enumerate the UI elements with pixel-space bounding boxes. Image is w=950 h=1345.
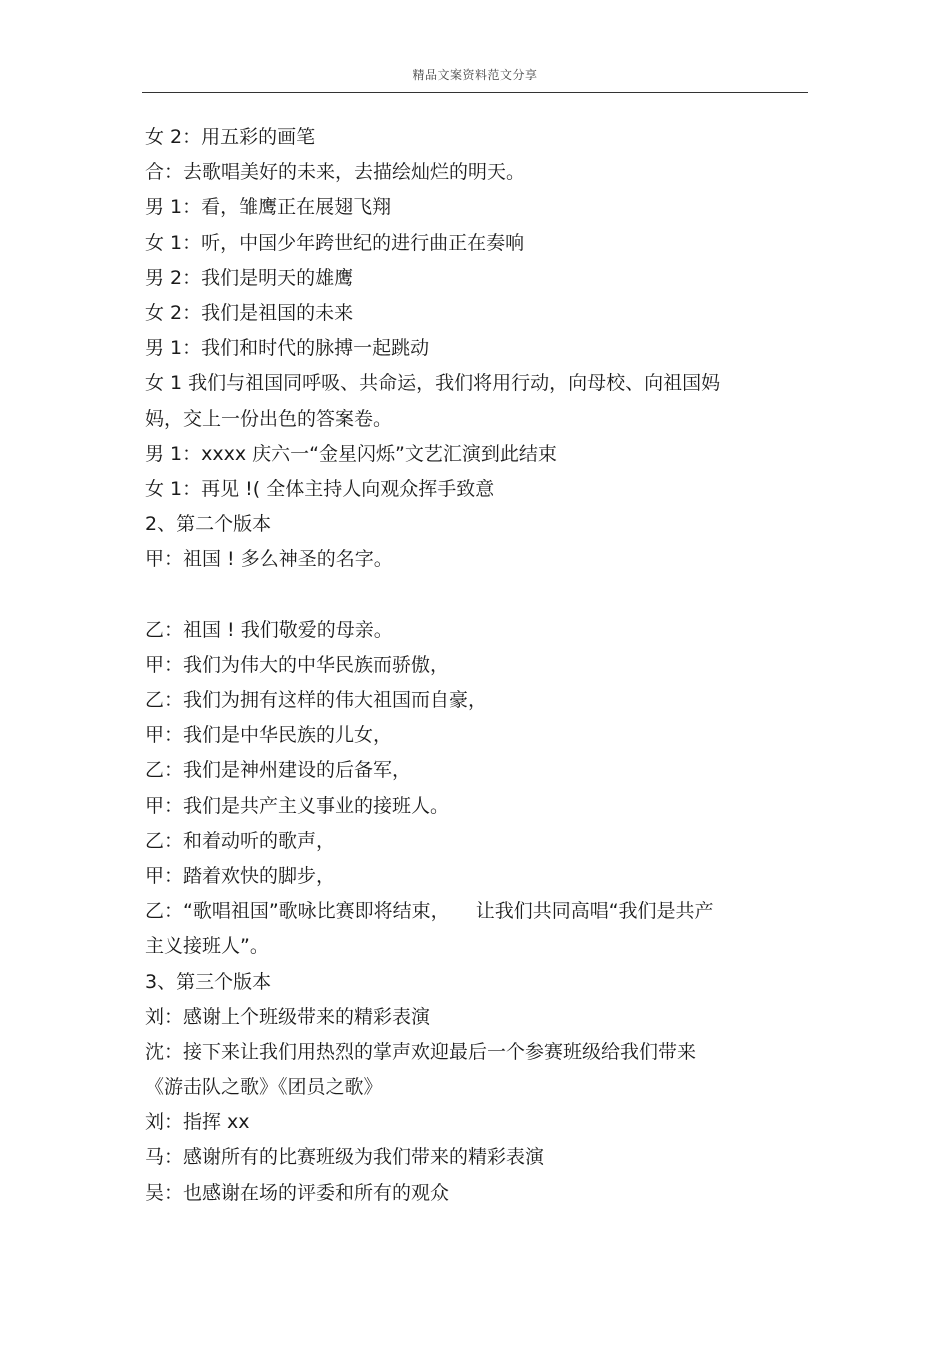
document-body (145, 120, 805, 1211)
text-line: 甲：祖国 ! 多么神圣的名字。 (145, 548, 393, 571)
text-line: 男 1：我们和时代的脉搏一起跳动 (145, 337, 430, 360)
text-line: 男 2：我们是明天的雄鹰 (145, 266, 354, 289)
text-segment: 乙：“歌唱祖国”歌咏比赛即将结束， (145, 900, 450, 923)
text-line: 刘：感谢上个班级带来的精彩表演 (145, 1005, 431, 1028)
text-line: 女 1：再见 !( 全体主持人向观众挥手致意 (145, 477, 495, 500)
text-line: 吴：也感谢在场的评委和所有的观众 (145, 1181, 450, 1204)
text-segment: 让我们共同高唱“我们是共产 (475, 900, 714, 923)
section-heading: 3、第三个版本 (145, 970, 272, 993)
text-line: 甲：我们为伟大的中华民族而骄傲， (145, 653, 450, 676)
text-line: 《游击队之歌》《团员之歌》 (145, 1076, 383, 1099)
blank-line (145, 577, 805, 612)
text-line: 女 2：用五彩的画笔 (145, 126, 316, 148)
text-line: 甲：踏着欢快的脚步， (145, 864, 336, 887)
text-line: 乙：和着动听的歌声， (145, 829, 336, 852)
text-line: 乙：我们为拥有这样的伟大祖国而自豪， (145, 689, 488, 711)
text-line: 刘：指挥 xx (145, 1111, 250, 1134)
text-line: 女 2：我们是祖国的未来 (145, 301, 354, 324)
page-header (142, 60, 808, 93)
text-line: 男 1：看，雏鹰正在展翅飞翔 (145, 196, 392, 219)
text-line: 合：去歌唱美好的未来，去描绘灿烂的明天。 (145, 161, 526, 184)
text-line: 马：感谢所有的比赛班级为我们带来的精彩表演 (145, 1146, 545, 1169)
text-line: 甲：我们是共产主义事业的接班人。 (145, 794, 450, 817)
text-line: 妈，交上一份出色的答案卷。 (145, 407, 393, 430)
text-line (145, 894, 805, 929)
text-line: 女 1 我们与祖国同呼吸、共命运，我们将用行动，向母校、向祖国妈 (145, 372, 721, 395)
text-line: 甲：我们是中华民族的儿女， (145, 724, 393, 747)
section-heading: 2、第二个版本 (145, 513, 272, 536)
text-line: 乙：祖国 ! 我们敬爱的母亲。 (145, 618, 393, 641)
text-line: 男 1：xxxx 庆六一“金星闪烁”文艺汇演到此结束 (145, 442, 557, 465)
header-text: 精品文案资料范文分享 (412, 68, 538, 82)
text-line: 乙：我们是神州建设的后备军， (145, 759, 412, 782)
text-line: 女 1：听，中国少年跨世纪的进行曲正在奏响 (145, 231, 525, 254)
text-line: 主义接班人”。 (145, 935, 269, 958)
text-line: 沈：接下来让我们用热烈的掌声欢迎最后一个参赛班级给我们带来 (145, 1040, 697, 1063)
